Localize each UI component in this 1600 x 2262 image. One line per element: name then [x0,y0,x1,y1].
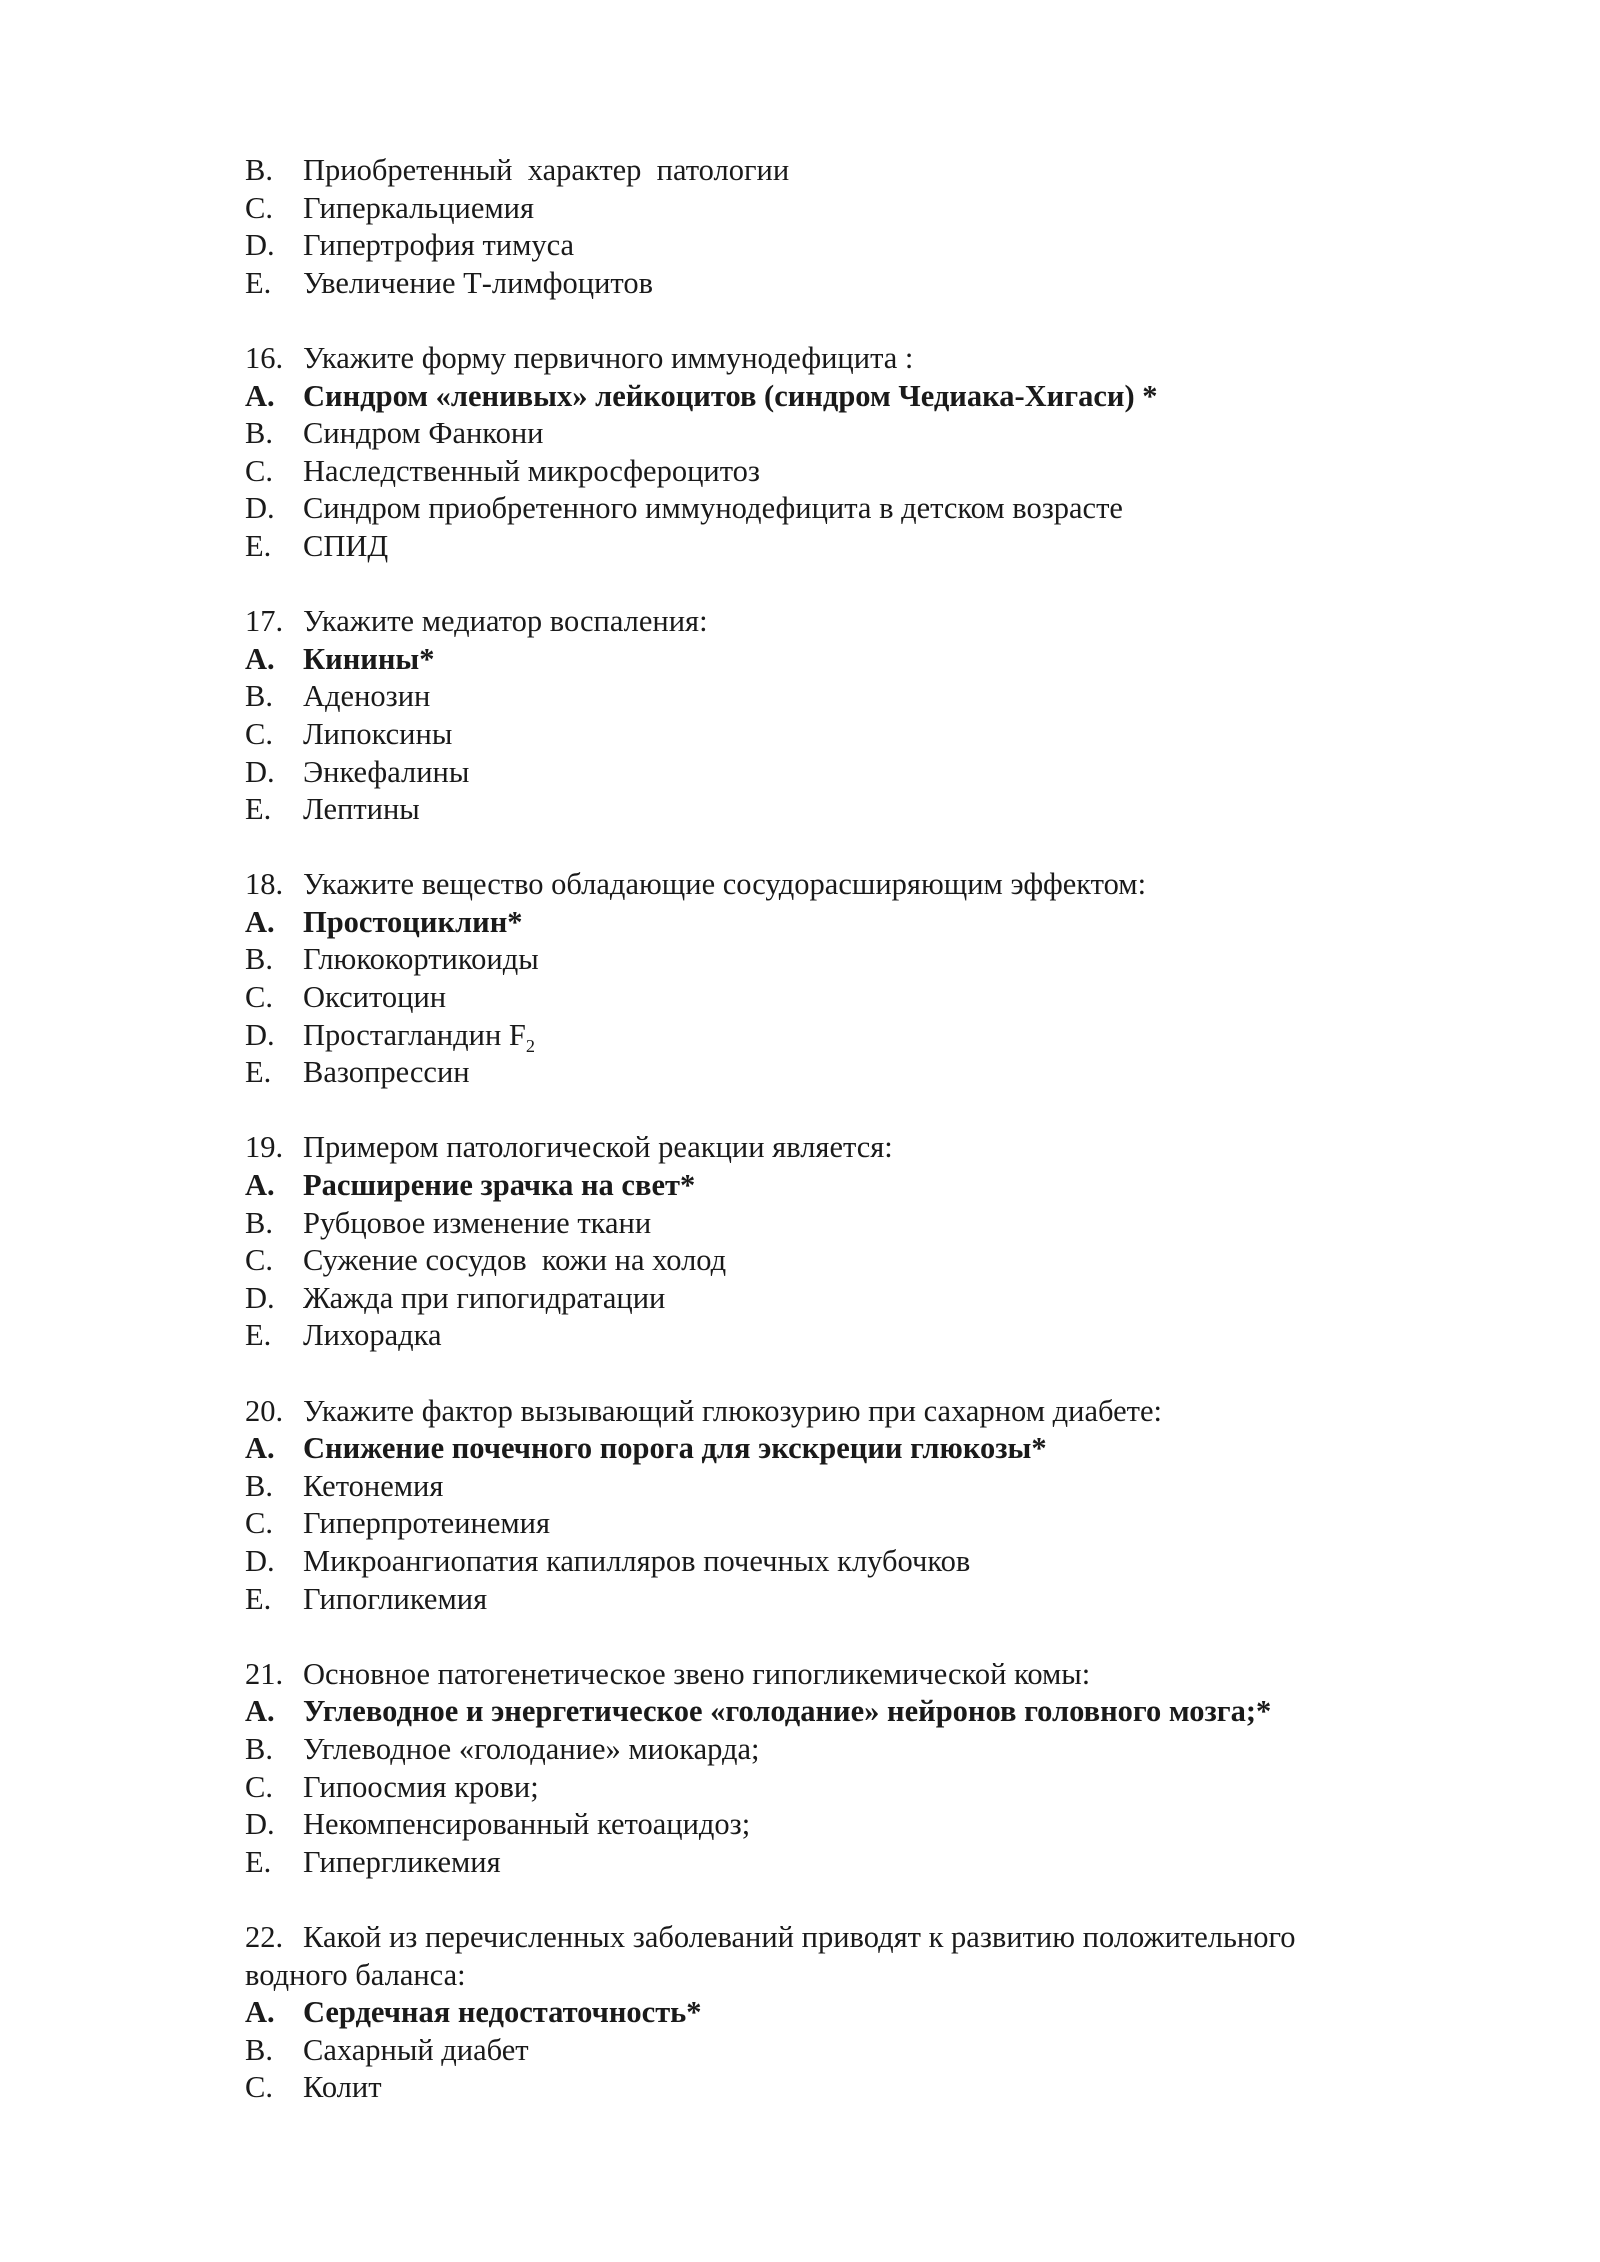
option-letter: B. [245,1731,273,1766]
subscript: 2 [525,1035,535,1056]
answer-option [245,1317,1415,1355]
question-15-continuation [245,152,1415,302]
option-text: Сахарный диабет [303,2032,529,2067]
option-letter: A. [245,1431,275,1466]
correct-answer-option [245,1994,1415,2032]
answer-option [245,490,1415,528]
option-letter: B. [245,942,273,977]
answer-option [245,941,1415,979]
option-text: Синдром Фанкони [303,416,544,451]
option-letter: B. [245,1468,273,1503]
option-letter: D. [245,1807,275,1842]
correct-answer-option [245,641,1415,679]
question-text: Какой из перечисленных заболеваний приводят к развитию положительного [303,1919,1296,1954]
spacer [245,566,1415,604]
option-letter: D. [245,1543,275,1578]
option-letter: A. [245,378,275,413]
question-19 [245,1129,1415,1355]
answer-option [245,152,1415,190]
option-letter: A. [245,1995,275,2030]
option-text: Приобретенный характер патологии [303,153,790,187]
spacer [245,1355,1415,1393]
answer-option [245,1844,1415,1882]
answer-option [245,1806,1415,1844]
answer-option [245,1280,1415,1318]
option-letter: D. [245,754,275,789]
question-18 [245,866,1415,1092]
option-text: Углеводное и энергетическое «голодание» нейронов головного мозга;* [303,1694,1272,1729]
answer-option [245,716,1415,754]
option-letter: C. [245,716,273,751]
option-text: Синдром «ленивых» лейкоцитов (синдром Чедиака-Хигаси) * [303,378,1158,413]
answer-option [245,678,1415,716]
answer-option [245,2069,1415,2107]
option-text: Сужение сосудов кожи на холод [303,1243,727,1278]
option-text: Кетонемия [303,1468,444,1503]
correct-answer-option [245,1430,1415,1468]
option-letter: B. [245,2032,273,2067]
option-text: Гипогликемия [303,1581,488,1616]
question-number: 17. [245,604,284,639]
option-letter: E. [245,1581,272,1616]
option-letter: D. [245,228,275,263]
option-text: Лихорадка [303,1318,442,1353]
option-letter: A. [245,904,275,939]
option-letter: E. [245,1055,272,1090]
answer-option [245,190,1415,228]
answer-option [245,528,1415,566]
option-text: Некомпенсированный кетоацидоз; [303,1807,751,1842]
question-number: 18. [245,867,284,902]
option-letter: D. [245,1017,275,1052]
answer-option [245,415,1415,453]
option-text-main: Простагландин F [303,1017,526,1052]
spacer [245,302,1415,340]
correct-answer-option [245,1167,1415,1205]
answer-option [245,1731,1415,1769]
answer-option [245,1769,1415,1807]
correct-answer-option [245,904,1415,942]
question-list [245,152,1415,2107]
option-letter: C. [245,1506,273,1541]
question-number: 20. [245,1393,284,1428]
option-letter: A. [245,641,275,676]
option-text: Гипертрофия тимуса [303,228,575,263]
question-stem [245,1129,1415,1167]
question-22 [245,1919,1415,2107]
question-stem [245,603,1415,641]
option-letter: E. [245,528,272,563]
question-number: 22. [245,1919,284,1954]
option-text: Вазопрессин [303,1055,470,1090]
question-stem [245,1393,1415,1431]
answer-option [245,754,1415,792]
question-21 [245,1656,1415,1882]
question-number: 19. [245,1130,284,1165]
option-text: Гиперпротеинемия [303,1506,551,1541]
answer-option [245,979,1415,1017]
question-text: Примером патологической реакции является: [303,1130,893,1165]
question-number: 16. [245,340,284,375]
option-text: Жажда при гипогидратации [303,1280,666,1315]
question-text: Укажите медиатор воспаления: [303,604,708,639]
question-text: Укажите форму первичного иммунодефицита : [303,340,914,375]
option-text: Сердечная недостаточность* [303,1995,702,2030]
answer-option [245,791,1415,829]
option-text: Лептины [303,792,420,827]
option-text: Синдром приобретенного иммунодефицита в детском возрасте [303,491,1123,526]
option-text: Энкефалины [303,754,470,789]
answer-option [245,1017,1415,1055]
option-text: Гиперкальциемия [303,190,535,225]
question-16 [245,340,1415,566]
option-text: Глюкокортикоиды [303,942,539,977]
option-text: Снижение почечного порога для экскреции глюкозы* [303,1431,1047,1466]
option-text: Кинины* [303,641,435,676]
spacer [245,1881,1415,1919]
answer-option [245,265,1415,303]
question-text-continued: водного баланса: [245,1957,466,1992]
option-letter: B. [245,1205,273,1240]
option-letter: C. [245,453,273,488]
question-stem [245,1656,1415,1694]
question-text: Укажите фактор вызывающий глюкозурию при сахарном диабете: [303,1393,1162,1428]
answer-option [245,1543,1415,1581]
correct-answer-option [245,1693,1415,1731]
option-letter: B. [245,153,273,187]
option-letter: E. [245,265,272,300]
option-letter: C. [245,2070,273,2105]
question-text: Основное патогенетическое звено гипогликемической комы: [303,1656,1091,1691]
option-letter: C. [245,980,273,1015]
answer-option [245,2032,1415,2070]
option-text: Простоциклин* [303,904,523,939]
option-text: СПИД [303,528,389,563]
option-text: Липоксины [303,716,453,751]
option-text: Гипергликемия [303,1844,501,1879]
option-letter: B. [245,416,273,451]
answer-option [245,1242,1415,1280]
option-text [303,1017,1415,1055]
question-stem-continuation [245,1957,1415,1995]
option-text: Гипоосмия крови; [303,1769,539,1804]
spacer [245,1618,1415,1656]
option-text: Углеводное «голодание» миокарда; [303,1731,760,1766]
answer-option [245,1054,1415,1092]
option-letter: D. [245,491,275,526]
question-stem [245,340,1415,378]
correct-answer-option [245,378,1415,416]
spacer [245,1092,1415,1130]
option-letter: C. [245,190,273,225]
option-letter: B. [245,679,273,714]
option-letter: E. [245,792,272,827]
answer-option [245,1205,1415,1243]
spacer [245,829,1415,867]
option-text: Расширение зрачка на свет* [303,1168,696,1203]
option-letter: C. [245,1769,273,1804]
answer-option [245,453,1415,491]
answer-option [245,1505,1415,1543]
option-text: Увеличение Т-лимфоцитов [303,265,654,300]
option-letter: C. [245,1243,273,1278]
answer-option [245,227,1415,265]
option-letter: A. [245,1694,275,1729]
question-17 [245,603,1415,829]
option-text: Рубцовое изменение ткани [303,1205,652,1240]
question-text: Укажите вещество обладающие сосудорасширяющим эффектом: [303,867,1147,902]
question-stem [245,1919,1415,1957]
question-stem [245,866,1415,904]
question-number: 21. [245,1656,284,1691]
answer-option [245,1468,1415,1506]
option-text: Аденозин [303,679,431,714]
option-text: Микроангиопатия капилляров почечных клубочков [303,1543,971,1578]
option-letter: E. [245,1844,272,1879]
answer-option [245,1581,1415,1619]
option-letter: D. [245,1280,275,1315]
option-text: Наследственный микросфероцитоз [303,453,760,488]
option-letter: A. [245,1168,275,1203]
question-20 [245,1393,1415,1619]
option-letter: E. [245,1318,272,1353]
option-text: Окситоцин [303,980,447,1015]
option-text: Колит [303,2070,382,2105]
